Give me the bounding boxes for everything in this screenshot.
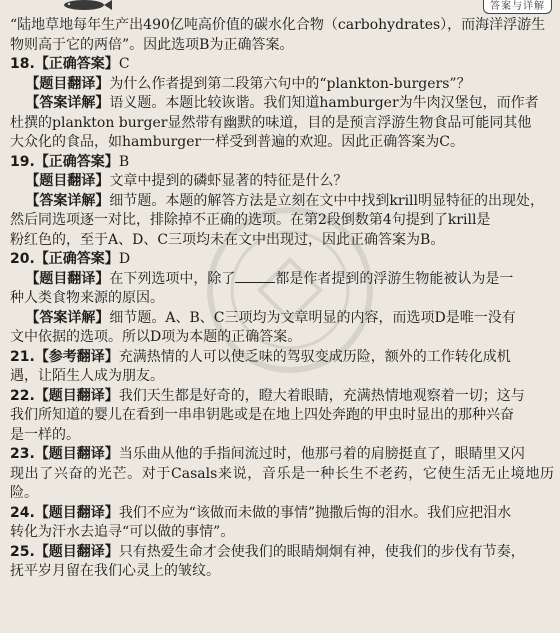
text-span: 我们不应为“该做而未做的事情”抛撒后悔的泪水。我们应把泪水	[118, 504, 512, 521]
text-line: 遇，让陌生人成为朋友。	[10, 368, 164, 384]
item-tag: 【正确答案】	[34, 153, 119, 170]
item-number: 19.	[10, 153, 35, 170]
text-span: 充满热情的人可以使乏味的驾驭变成历险，额外的工作转化成机	[118, 348, 511, 365]
item-number: 18.	[10, 56, 35, 72]
item-tag: 【题目翻译】	[25, 75, 110, 92]
text-line	[10, 75, 554, 95]
item-tag: 【题目翻译】	[34, 543, 119, 560]
text-line	[10, 309, 554, 329]
text-span: 在下列选项中，除了	[109, 270, 236, 287]
text-span: 当乐曲从他的手指间流过时，他那弓着的肩膀挺直了，眼睛里又闪	[118, 446, 525, 462]
answer-item-22	[10, 387, 554, 407]
item-answer: D	[118, 251, 131, 267]
text-line: 然后同选项逐一对比，排除掉不正确的选项。在第2段倒数第4句提到了krill是	[10, 212, 491, 228]
answer-item-21	[10, 348, 554, 368]
item-tag: 【答案详解】	[25, 95, 110, 111]
text-span: 细节题。A、B、C三项均为文章明显的内容，而选项D是唯一没有	[109, 309, 516, 326]
item-tag: 【题目翻译】	[25, 270, 110, 287]
text-span: 文章中提到的磷虾显著的特征是什么？	[109, 173, 348, 189]
answer-item-20	[10, 250, 554, 270]
text-line	[10, 94, 554, 114]
answer-text	[10, 16, 554, 582]
item-tag: 【题目翻译】	[34, 387, 119, 404]
item-tag: 【题目翻译】	[34, 504, 119, 521]
fish-illustration	[60, 0, 112, 14]
answer-item-23	[10, 445, 554, 465]
item-tag: 【答案详解】	[25, 192, 110, 209]
answer-item-24	[10, 504, 554, 524]
item-tag: 【题目翻译】	[34, 446, 119, 462]
item-answer: C	[118, 56, 130, 72]
text-line: 现出了兴奋的光芒。对于Casals来说，音乐是一种长生不老药，它使生活无止境地历险。	[10, 465, 554, 501]
text-line	[10, 192, 554, 212]
item-number: 20.	[10, 251, 35, 267]
item-number: 23.	[10, 446, 35, 462]
item-number: 22.	[10, 387, 35, 404]
text-span: 我们天生都是好奇的，瞪大着眼睛，充满热情地观察着一切；这与	[118, 387, 525, 404]
header-tag: 答案与详解	[483, 0, 552, 14]
item-number: 25.	[10, 543, 35, 560]
item-tag: 【答案详解】	[25, 309, 110, 326]
text-line: “陆地草地每年生产出490亿吨高价值的碳水化合物（carbohydrates），而海洋浮游生	[10, 17, 546, 33]
item-tag: 【正确答案】	[34, 251, 119, 267]
item-number: 21.	[10, 348, 35, 365]
answer-item-25	[10, 543, 554, 563]
text-span: 都是作者提到的浮游生物能被认为是一	[275, 270, 514, 287]
text-span: 为什么作者提到第二段第六句中的“plankton-burgers”？	[109, 75, 471, 92]
text-span: 细节题。本题的解答方法是立刻在文中中找到krill明显特征的出现处，	[109, 192, 544, 209]
answer-item-19	[10, 153, 554, 173]
item-answer: B	[118, 153, 130, 170]
text-line: 杜撰的plankton burger显然带有幽默的味道，目的是预言浮游生物食品可能同其他	[10, 114, 532, 131]
text-line: 种人类食物来源的原因。	[10, 290, 164, 306]
text-line: 文中依据的选项。所以D项为本题的正确答案。	[10, 329, 302, 345]
text-line	[10, 270, 554, 290]
text-line: 转化为汗水去追寻“可以做的事情”。	[10, 524, 235, 540]
text-line: 大众化的食品，如hamburger一样受到普遍的欢迎。因此正确答案为C。	[10, 134, 464, 150]
item-tag: 【参考翻译】	[34, 348, 119, 365]
item-tag: 【正确答案】	[34, 56, 119, 72]
item-number: 24.	[10, 504, 35, 521]
text-line: 粉红色的，至于A、D、C三项均未在文中出现过，因此正确答案为B。	[10, 231, 445, 248]
text-span: 只有热爱生命才会使我们的眼睛炯炯有神，使我们的步伐有节奏，	[118, 543, 525, 560]
text-line: 抚平岁月留在我们心灵上的皱纹。	[10, 563, 220, 579]
text-line: 是一样的。	[10, 426, 80, 443]
text-line: 我们所知道的婴儿在看到一串串钥匙或是在地上四处奔跑的甲虫时显出的那种兴奋	[10, 407, 514, 423]
item-tag: 【题目翻译】	[25, 173, 110, 189]
text-line: 物则高于它的两倍”。因此选项B为正确答案。	[10, 36, 294, 53]
fill-in-blank	[235, 270, 275, 283]
text-span: 语义题。本题比较诙谐。我们知道hamburger为牛肉汉堡包，而作者	[109, 95, 539, 111]
answer-item-18	[10, 55, 554, 75]
text-line	[10, 172, 554, 192]
